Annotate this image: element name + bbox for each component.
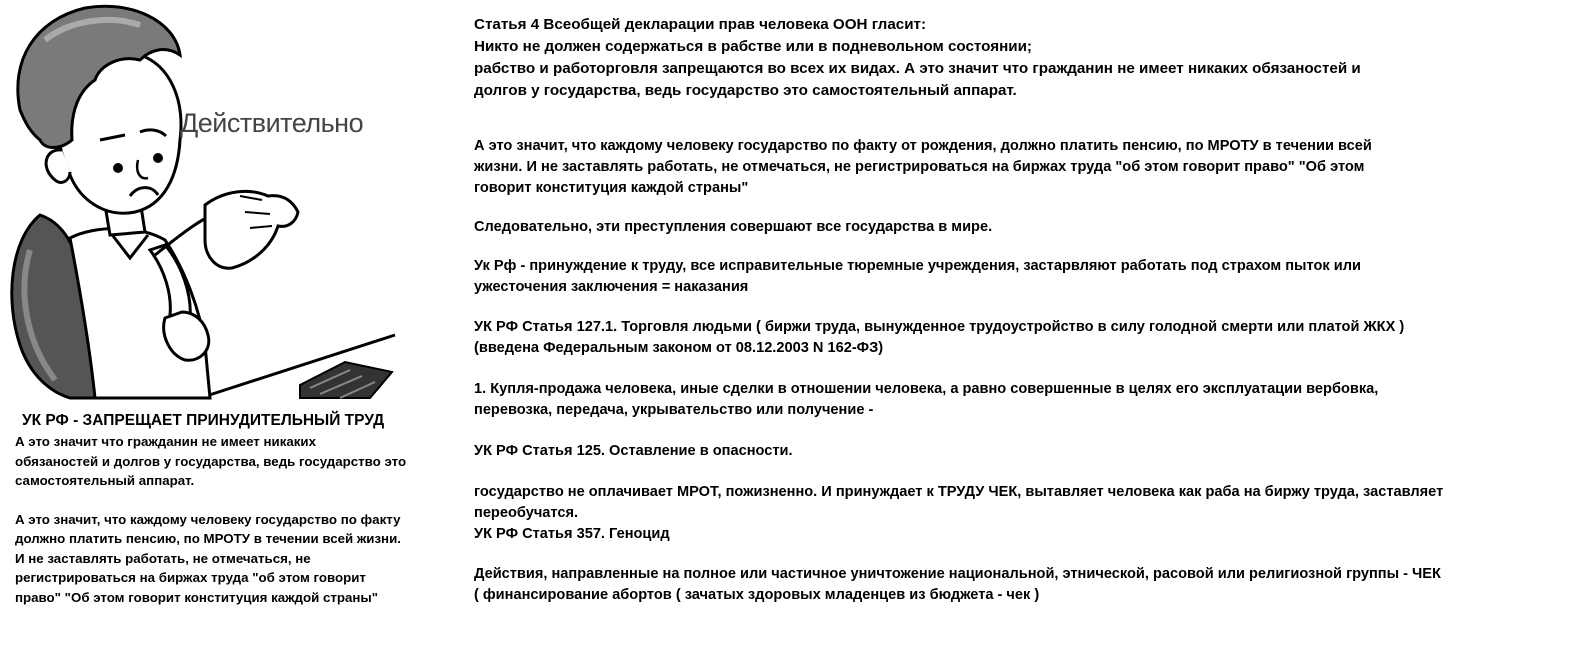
text-line: 1. Купля-продажа человека, иные сделки в отношении человека, а равно совершенные в целях его эксплуатации вербовка,	[474, 381, 1379, 397]
article-127-paragraph	[474, 317, 1574, 359]
text-line: ужесточения заключения = наказания	[474, 279, 749, 295]
text-line: Ук Рф - принуждение к труду, все исправительные тюремные учреждения, застарвляют работать под страхом пыток или	[474, 258, 1361, 274]
left-text-column	[15, 410, 455, 607]
text-line: ( финансирование абортов ( зачатых здоровых младенцев из бюджета - чек )	[474, 587, 1040, 603]
text-line: Статья 4 Всеобщей декларации прав человека ООН гласит:	[474, 16, 927, 33]
text-line: право" "Об этом говорит конституция каждой страны"	[15, 589, 379, 605]
text-line: УК РФ Статья 357. Геноцид	[474, 526, 670, 542]
text-line: УК РФ Статья 125. Оставление в опасности.	[474, 443, 793, 459]
text-line: переобучатся.	[474, 505, 579, 521]
text-line: Действия, направленные на полное или частичное уничтожение национальной, этнической, расовой или религиозной группы - ЧЕК	[474, 566, 1441, 582]
right-text-column	[474, 14, 1574, 606]
text-line: А это значит, что каждому человеку государство по факту от рождения, должно платить пенсию, по МРОТУ в течении всей	[474, 138, 1372, 154]
text-line: (введена Федеральным законом от 08.12.2003 N 162-ФЗ)	[474, 340, 884, 356]
left-heading: УК РФ - ЗАПРЕЩАЕТ ПРИНУДИТЕЛЬНЫЙ ТРУД	[22, 412, 385, 429]
confused-cartoon-man-shrugging-icon	[0, 0, 400, 400]
cartoon-illustration	[0, 0, 400, 400]
mrot-paragraph	[474, 482, 1574, 545]
article-127-item-paragraph	[474, 379, 1574, 421]
pension-paragraph	[474, 136, 1574, 199]
text-line: УК РФ Статья 127.1. Торговля людьми ( биржи труда, вынужденное трудоустройство в силу голодной смерти или платой ЖКХ )	[474, 319, 1405, 335]
genocide-paragraph	[474, 564, 1574, 606]
text-line: долгов у государства, ведь государство это самостоятельный аппарат.	[474, 82, 1017, 99]
text-line: обязаностей и долгов у государства, ведь государство это	[15, 453, 407, 469]
text-line: рабство и работорговля запрещаются во всех их видах. А это значит что гражданин не имеет никаких обязаностей и	[474, 60, 1361, 77]
text-line: регистрироваться на биржах труда "об этом говорит	[15, 570, 366, 585]
text-line: А это значит, что каждому человеку государство по факту	[15, 511, 401, 527]
text-line: Следовательно, эти преступления совершают все государства в мире.	[474, 219, 993, 235]
text-line: жизни. И не заставлять работать, не отмечаться, не регистрироваться на биржах труда "об этом говорит право" "Об этом	[474, 159, 1365, 175]
text-line: А это значит что гражданин не имеет никаких	[15, 434, 316, 449]
forced-labor-paragraph	[474, 256, 1574, 298]
text-line: перевозка, передача, укрывательство или получение -	[474, 402, 874, 418]
text-line: должно платить пенсию, по МРОТУ в течении всей жизни.	[15, 531, 401, 546]
left-paragraph-1	[15, 432, 455, 491]
illustration-caption: Действительно	[180, 108, 364, 138]
text-line: Никто не должен содержаться в рабстве или в подневольном состоянии;	[474, 38, 1032, 55]
text-line: И не заставлять работать, не отмечаться, не	[15, 550, 311, 566]
left-paragraph-2	[15, 510, 455, 608]
text-line: государство не оплачивает МРОТ, пожизненно. И принуждает к ТРУДУ ЧЕК, вытавляет человека как раба на биржу труда, заставляет	[474, 484, 1444, 500]
text-line: говорит конституция каждой страны"	[474, 180, 749, 196]
article-125-paragraph	[474, 441, 1574, 462]
conclusion-paragraph	[474, 217, 1574, 238]
text-line: самостоятельный аппарат.	[15, 473, 195, 488]
declaration-paragraph	[474, 14, 1574, 102]
